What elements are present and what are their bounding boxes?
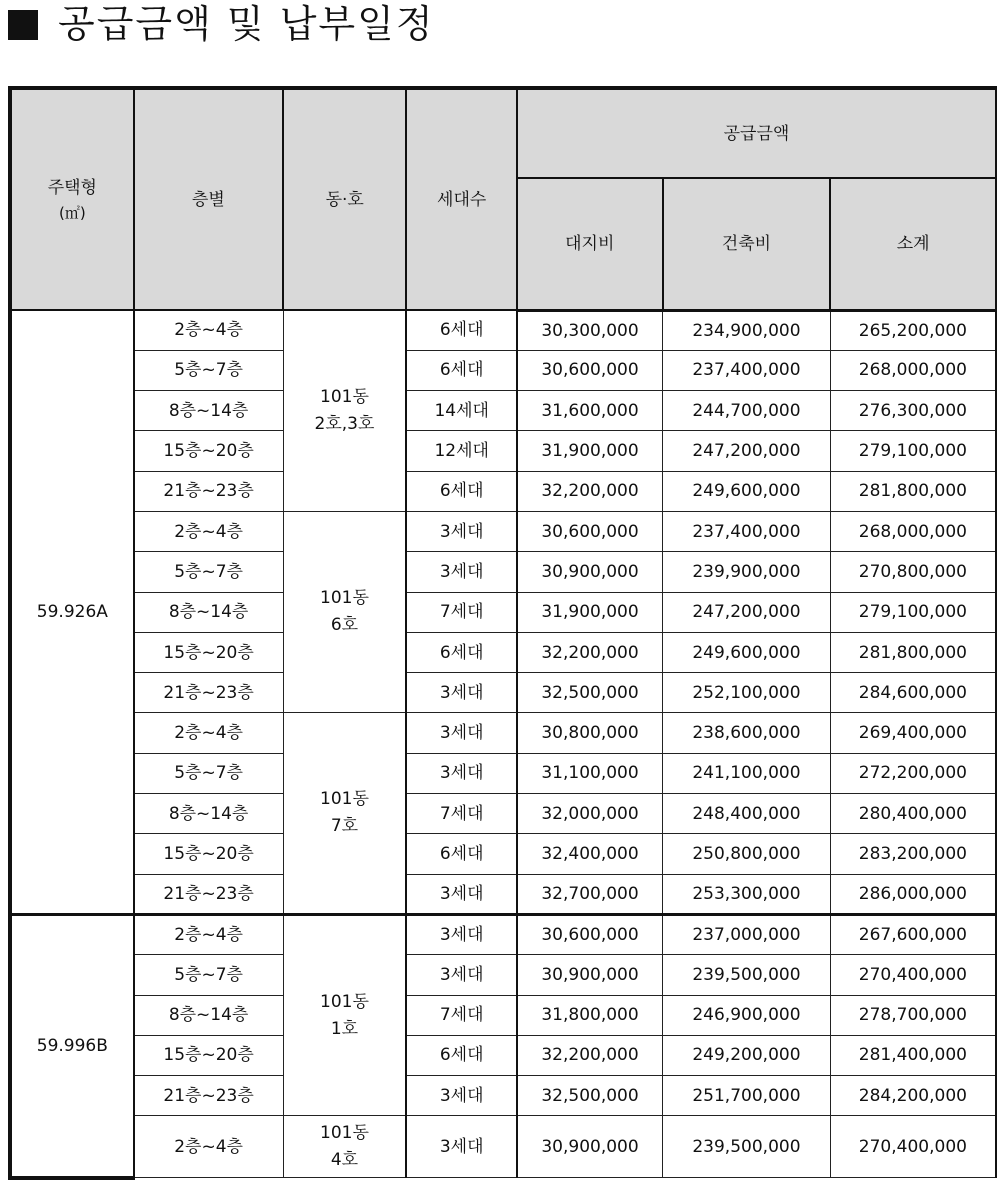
cell-building-price: 234,900,000 <box>663 310 831 350</box>
header-price-group: 공급금액 <box>517 88 996 178</box>
cell-land-price: 30,900,000 <box>517 955 663 995</box>
cell-units: 3세대 <box>406 1076 516 1116</box>
cell-units: 6세대 <box>406 310 516 350</box>
cell-floor: 8층~14층 <box>134 995 283 1035</box>
section-title-text: 공급금액 및 납부일정 <box>58 2 435 46</box>
table-row <box>10 1076 996 1116</box>
cell-units: 3세대 <box>406 1116 516 1178</box>
cell-land-price: 32,200,000 <box>517 1035 663 1075</box>
cell-building-price: 247,200,000 <box>663 431 831 471</box>
header-units: 세대수 <box>406 88 516 310</box>
cell-units: 3세대 <box>406 673 516 713</box>
cell-house-type: 59.996B <box>10 914 134 1177</box>
table-row <box>10 874 996 914</box>
table-row <box>10 511 996 551</box>
header-subtotal: 소계 <box>830 178 996 310</box>
cell-subtotal-price: 281,800,000 <box>830 471 996 511</box>
cell-dong-ho <box>283 1116 406 1178</box>
cell-building-price: 246,900,000 <box>663 995 831 1035</box>
cell-ho: 1호 <box>330 1018 359 1039</box>
cell-building-price: 238,600,000 <box>663 713 831 753</box>
table-row <box>10 914 996 954</box>
cell-subtotal-price: 276,300,000 <box>830 391 996 431</box>
table-row <box>10 471 996 511</box>
cell-land-price: 32,000,000 <box>517 794 663 834</box>
cell-land-price: 31,100,000 <box>517 753 663 793</box>
cell-dong: 101동 <box>320 1122 369 1143</box>
cell-subtotal-price: 281,400,000 <box>830 1035 996 1075</box>
cell-units: 6세대 <box>406 350 516 390</box>
cell-dong: 101동 <box>320 991 369 1012</box>
cell-land-price: 30,900,000 <box>517 552 663 592</box>
cell-land-price: 31,900,000 <box>517 592 663 632</box>
cell-dong: 101동 <box>320 789 369 810</box>
cell-building-price: 237,400,000 <box>663 511 831 551</box>
cell-floor: 5층~7층 <box>134 753 283 793</box>
table-header <box>10 88 996 310</box>
table-row <box>10 1116 996 1178</box>
cell-floor: 8층~14층 <box>134 592 283 632</box>
cell-dong: 101동 <box>320 386 369 407</box>
cell-subtotal-price: 280,400,000 <box>830 794 996 834</box>
cell-subtotal-price: 272,200,000 <box>830 753 996 793</box>
cell-subtotal-price: 269,400,000 <box>830 713 996 753</box>
cell-floor: 21층~23층 <box>134 471 283 511</box>
header-type-label: 주택형 <box>47 177 97 198</box>
table-row <box>10 592 996 632</box>
square-bullet-icon <box>8 10 38 40</box>
cell-ho: 6호 <box>330 615 359 636</box>
cell-subtotal-price: 283,200,000 <box>830 834 996 874</box>
cell-land-price: 31,600,000 <box>517 391 663 431</box>
cell-subtotal-price: 286,000,000 <box>830 874 996 914</box>
cell-floor: 8층~14층 <box>134 794 283 834</box>
cell-units: 3세대 <box>406 552 516 592</box>
cell-building-price: 237,400,000 <box>663 350 831 390</box>
cell-floor: 8층~14층 <box>134 391 283 431</box>
table-row <box>10 310 996 350</box>
header-building: 건축비 <box>663 178 831 310</box>
cell-units: 6세대 <box>406 1035 516 1075</box>
cell-subtotal-price: 267,600,000 <box>830 914 996 954</box>
cell-land-price: 31,900,000 <box>517 431 663 471</box>
cell-units: 12세대 <box>406 431 516 471</box>
header-floor: 층별 <box>134 88 283 310</box>
table-row <box>10 431 996 471</box>
table-row <box>10 673 996 713</box>
table-row <box>10 995 996 1035</box>
cell-subtotal-price: 268,000,000 <box>830 350 996 390</box>
cell-floor: 2층~4층 <box>134 713 283 753</box>
cell-building-price: 239,500,000 <box>663 1116 831 1178</box>
cell-land-price: 31,800,000 <box>517 995 663 1035</box>
cell-subtotal-price: 270,400,000 <box>830 955 996 995</box>
table-row <box>10 834 996 874</box>
cell-units: 7세대 <box>406 995 516 1035</box>
table-body <box>10 310 996 1178</box>
header-type-unit: (㎡) <box>58 203 86 222</box>
cell-building-price: 252,100,000 <box>663 673 831 713</box>
cell-land-price: 32,700,000 <box>517 874 663 914</box>
table-row <box>10 552 996 592</box>
cell-land-price: 30,800,000 <box>517 713 663 753</box>
cell-building-price: 248,400,000 <box>663 794 831 834</box>
cell-subtotal-price: 265,200,000 <box>830 310 996 350</box>
section-title <box>8 2 435 46</box>
cell-building-price: 251,700,000 <box>663 1076 831 1116</box>
cell-dong: 101동 <box>320 588 369 609</box>
cell-building-price: 239,900,000 <box>663 552 831 592</box>
cell-floor: 15층~20층 <box>134 431 283 471</box>
cell-ho: 7호 <box>330 816 359 837</box>
cell-building-price: 239,500,000 <box>663 955 831 995</box>
cell-land-price: 32,200,000 <box>517 471 663 511</box>
table-row <box>10 713 996 753</box>
cell-dong-ho <box>283 914 406 1115</box>
cell-floor: 5층~7층 <box>134 552 283 592</box>
cell-dong-ho <box>283 713 406 914</box>
cell-subtotal-price: 284,200,000 <box>830 1076 996 1116</box>
cell-units: 3세대 <box>406 511 516 551</box>
cell-land-price: 30,600,000 <box>517 914 663 954</box>
cell-land-price: 32,500,000 <box>517 1076 663 1116</box>
cell-floor: 21층~23층 <box>134 673 283 713</box>
cell-subtotal-price: 278,700,000 <box>830 995 996 1035</box>
cell-land-price: 32,500,000 <box>517 673 663 713</box>
table-row <box>10 1035 996 1075</box>
cell-dong-ho <box>283 511 406 712</box>
cell-building-price: 237,000,000 <box>663 914 831 954</box>
cell-building-price: 253,300,000 <box>663 874 831 914</box>
cell-units: 7세대 <box>406 592 516 632</box>
header-land: 대지비 <box>517 178 663 310</box>
table-row <box>10 955 996 995</box>
cell-floor: 5층~7층 <box>134 955 283 995</box>
cell-ho: 4호 <box>330 1149 359 1170</box>
cell-building-price: 249,200,000 <box>663 1035 831 1075</box>
cell-subtotal-price: 270,400,000 <box>830 1116 996 1178</box>
cell-floor: 2층~4층 <box>134 310 283 350</box>
cell-floor: 2층~4층 <box>134 511 283 551</box>
cell-land-price: 30,600,000 <box>517 350 663 390</box>
cell-floor: 15층~20층 <box>134 632 283 672</box>
cell-subtotal-price: 284,600,000 <box>830 673 996 713</box>
cell-building-price: 249,600,000 <box>663 632 831 672</box>
cell-subtotal-price: 279,100,000 <box>830 431 996 471</box>
cell-units: 7세대 <box>406 794 516 834</box>
cell-units: 3세대 <box>406 713 516 753</box>
table-row <box>10 794 996 834</box>
header-dong-ho: 동·호 <box>283 88 406 310</box>
cell-land-price: 30,600,000 <box>517 511 663 551</box>
cell-building-price: 250,800,000 <box>663 834 831 874</box>
cell-building-price: 247,200,000 <box>663 592 831 632</box>
cell-land-price: 30,900,000 <box>517 1116 663 1178</box>
cell-subtotal-price: 279,100,000 <box>830 592 996 632</box>
cell-subtotal-price: 268,000,000 <box>830 511 996 551</box>
table-row <box>10 753 996 793</box>
cell-subtotal-price: 270,800,000 <box>830 552 996 592</box>
cell-units: 14세대 <box>406 391 516 431</box>
cell-land-price: 32,400,000 <box>517 834 663 874</box>
table-row <box>10 391 996 431</box>
cell-land-price: 30,300,000 <box>517 310 663 350</box>
table-row <box>10 350 996 390</box>
cell-building-price: 249,600,000 <box>663 471 831 511</box>
cell-land-price: 32,200,000 <box>517 632 663 672</box>
cell-units: 6세대 <box>406 471 516 511</box>
table-row <box>10 632 996 672</box>
cell-floor: 5층~7층 <box>134 350 283 390</box>
header-type <box>10 88 134 310</box>
cell-floor: 15층~20층 <box>134 1035 283 1075</box>
cell-units: 3세대 <box>406 955 516 995</box>
cell-units: 3세대 <box>406 753 516 793</box>
cell-units: 6세대 <box>406 834 516 874</box>
cell-units: 3세대 <box>406 914 516 954</box>
supply-price-table <box>8 86 997 1180</box>
cell-floor: 21층~23층 <box>134 1076 283 1116</box>
cell-floor: 15층~20층 <box>134 834 283 874</box>
cell-house-type: 59.926A <box>10 310 134 914</box>
cell-units: 6세대 <box>406 632 516 672</box>
cell-dong-ho <box>283 310 406 511</box>
cell-building-price: 244,700,000 <box>663 391 831 431</box>
cell-floor: 2층~4층 <box>134 914 283 954</box>
cell-units: 3세대 <box>406 874 516 914</box>
cell-subtotal-price: 281,800,000 <box>830 632 996 672</box>
cell-building-price: 241,100,000 <box>663 753 831 793</box>
cell-ho: 2호,3호 <box>314 413 375 434</box>
cell-floor: 2층~4층 <box>134 1116 283 1178</box>
cell-floor: 21층~23층 <box>134 874 283 914</box>
